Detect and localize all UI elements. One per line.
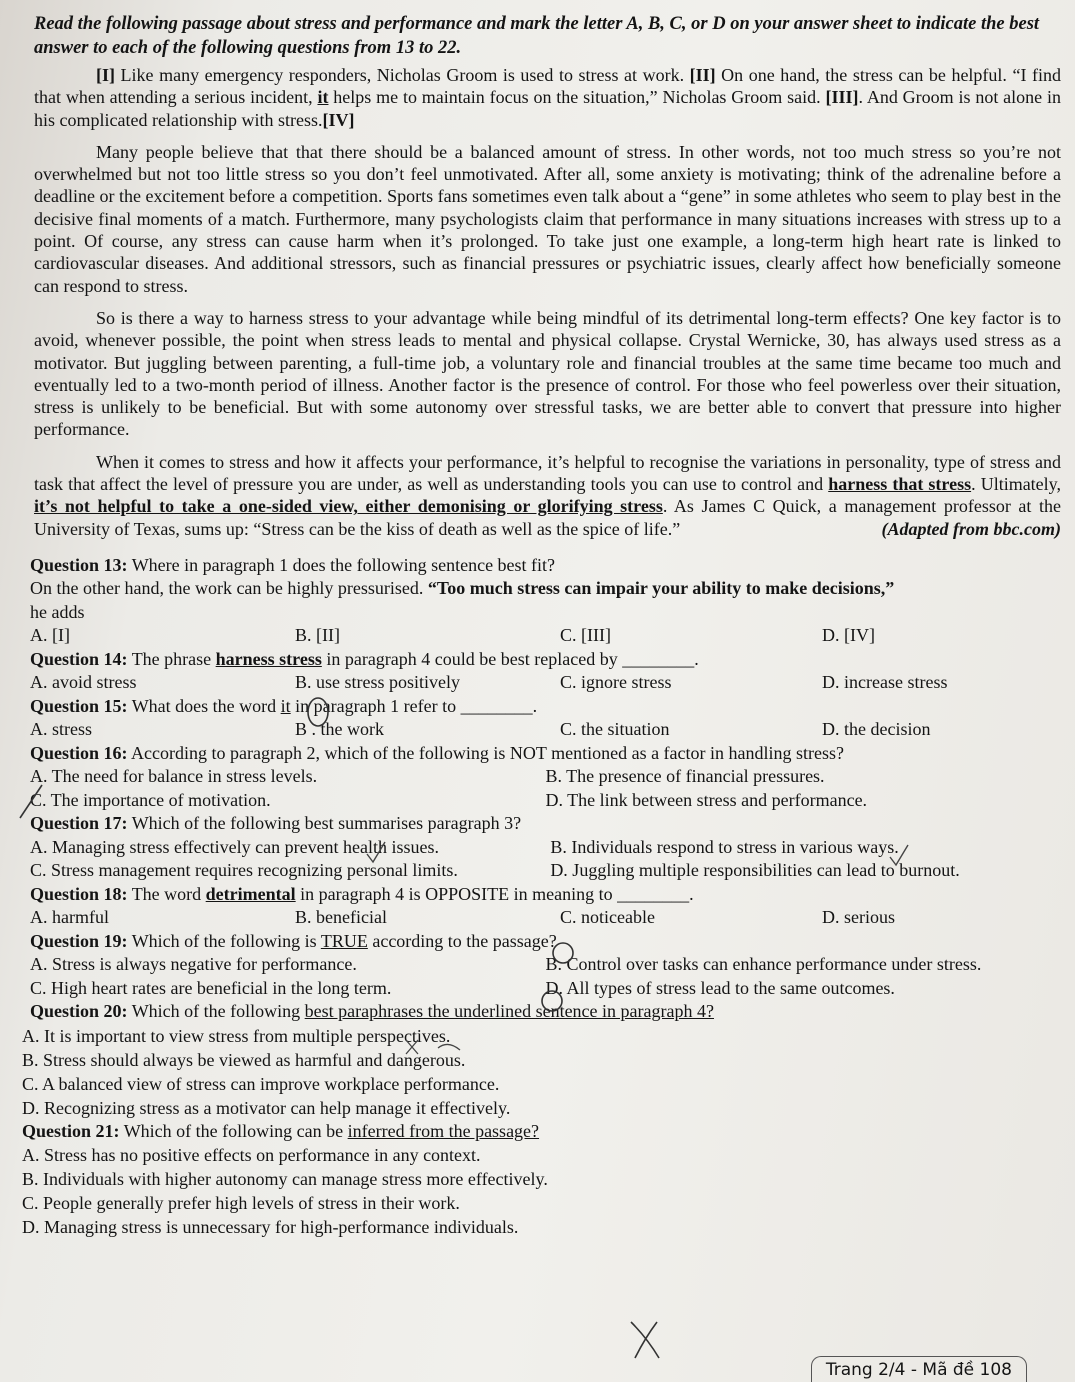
q21-option-c[interactable]: C. People generally prefer high levels of stress in their work. <box>22 1193 460 1214</box>
q15-stem-2: in paragraph 1 refer to ________. <box>290 695 538 716</box>
q14-option-a[interactable]: A. avoid stress <box>30 672 137 693</box>
p1-text-3: helps me to maintain focus on the situation,” Nicholas Groom said. <box>328 87 826 108</box>
q13-option-c[interactable]: C. [III] <box>560 625 611 646</box>
q16-options-row-1 <box>30 765 1061 789</box>
q18-stem-2: in paragraph 4 is OPPOSITE in meaning to ________. <box>295 883 694 904</box>
q15-options <box>30 718 1061 742</box>
q14-option-d[interactable]: D. increase stress <box>822 672 948 693</box>
p3-text: So is there a way to harness stress to your advantage while being mindful of its detrimental long-term effects? One key factor is to avoid, whenever possible, the point when stress leads to mental and physical collapse. Crystal Wernicke, 30, has always used stress as a motivator. But juggling between parenting, a full-time job, a voluntary role and financial troubles at the same time became too much and eventually led to a two-month period of illness. Another factor is the presence of control. For those who feel powerless over their situation, stress is unlikely to be beneficial. But with some autonomy over stressful tasks, we are better able to convert that pressure into higher performance. <box>34 307 1061 440</box>
cross-mark-icon <box>627 1318 663 1362</box>
paragraph-2 <box>34 141 1061 297</box>
paragraph-4 <box>34 451 1061 540</box>
underlined-sentence: it’s not helpful to take a one-sided view, either demonising or glorifying stress <box>34 496 663 517</box>
p4-text-2: . Ultimately, <box>971 474 1062 495</box>
q19-option-d[interactable]: D. All types of stress lead to the same outcomes. <box>545 977 895 998</box>
q15-option-d[interactable]: D. the decision <box>822 719 931 740</box>
q17-label: Question 17: <box>30 813 128 834</box>
p2-text: Many people believe that that there should be a balanced amount of stress. In other words, not too much stress so you’re not overwhelmed but not too little stress so you don’t feel unmotivated. After all, some anxiety is motivating; think of the adrenaline before a deadline or the excitement before a competition. Sports fans sometimes even talk about a “gene” in some athletes who seem to play best in the decisive final moments of a match. Furthermore, many psychologists claim that performance in many situations increases with stress up to a point. Of course, any stress can cause harm when it’s prolonged. To take just one example, a long-term high heart rate is linked to cardiovascular diseases. And additional stressors, such as financial pressures or psychiatric issues, clearly affect how beneficially someone can respond to stress. <box>34 141 1061 296</box>
question-21 <box>22 1120 1061 1144</box>
q18-underlined: detrimental <box>205 883 296 904</box>
q21-label: Question 21: <box>22 1120 120 1141</box>
q13-stem: Where in paragraph 1 does the following sentence best fit? <box>127 554 556 575</box>
q16-label: Question 16: <box>30 742 128 763</box>
underlined-it: it <box>317 87 329 108</box>
q14-underlined: harness stress <box>215 648 322 669</box>
q15-stem-1: What does the word <box>127 695 281 716</box>
marker-2: [II] <box>689 65 716 85</box>
q13-option-a[interactable]: A. [I] <box>30 625 70 646</box>
question-20 <box>30 1000 1061 1024</box>
q16-option-c[interactable]: C. The importance of motivation. <box>30 789 271 810</box>
q14-label: Question 14: <box>30 648 128 669</box>
q16-stem: According to paragraph 2, which of the following is NOT mentioned as a factor in handling stress? <box>127 742 845 763</box>
q18-label: Question 18: <box>30 883 128 904</box>
q17-option-b[interactable]: B. Individuals respond to stress in various ways. <box>550 836 899 857</box>
q17-stem: Which of the following best summarises paragraph 3? <box>127 813 522 834</box>
q15-underlined: it <box>280 695 291 716</box>
p1-text-1: Like many emergency responders, Nicholas Groom is used to stress at work. <box>115 65 690 85</box>
q20-option-b[interactable]: B. Stress should always be viewed as harmful and dangerous. <box>22 1049 466 1070</box>
p1-text-4: . And Groom is not alone in his complicated relationship with stress. <box>34 87 1061 130</box>
paragraph-1 <box>34 64 1061 131</box>
q14-options <box>30 671 1061 695</box>
q18-option-a[interactable]: A. harmful <box>30 907 109 928</box>
q15-option-a[interactable]: A. stress <box>30 719 92 740</box>
q13-quote-b: “Too much stress can impair your ability to make decisions,” <box>427 578 895 599</box>
question-16 <box>30 742 1061 766</box>
q20-stem-1: Which of the following <box>127 1001 305 1022</box>
q21-underlined: inferred from the passage? <box>347 1120 540 1141</box>
q19-options-row-1 <box>30 953 1061 977</box>
q18-option-b[interactable]: B. beneficial <box>295 907 387 928</box>
q19-stem-2: according to the passage? <box>367 930 557 951</box>
q19-options-row-2 <box>30 977 1061 1001</box>
q19-stem-1: Which of the following is <box>127 930 321 951</box>
q14-option-b[interactable]: B. use stress positively <box>295 672 460 693</box>
harness-that-stress: harness that stress <box>828 474 972 495</box>
q21-option-d[interactable]: D. Managing stress is unnecessary for high-performance individuals. <box>22 1217 519 1238</box>
q14-stem-2: in paragraph 4 could be best replaced by ________. <box>321 648 699 669</box>
q18-option-d[interactable]: D. serious <box>822 907 895 928</box>
q15-option-b[interactable]: B . the work <box>295 719 384 740</box>
q15-label: Question 15: <box>30 695 128 716</box>
q13-quote-c: he adds <box>30 601 85 622</box>
q21-stem-1: Which of the following can be <box>119 1120 348 1141</box>
q14-stem-1: The phrase <box>127 648 216 669</box>
q21-option-b[interactable]: B. Individuals with higher autonomy can manage stress more effectively. <box>22 1169 548 1190</box>
q17-options-row-1 <box>30 836 1061 860</box>
q17-options-row-2 <box>30 859 1061 883</box>
q18-options <box>30 906 1061 930</box>
q19-option-c[interactable]: C. High heart rates are beneficial in the long term. <box>30 977 392 998</box>
q13-quote-a: On the other hand, the work can be highly pressurised. <box>30 578 428 599</box>
q19-underlined: TRUE <box>320 930 368 951</box>
q20-option-a[interactable]: A. It is important to view stress from multiple perspectives. <box>22 1025 451 1046</box>
q16-option-d[interactable]: D. The link between stress and performance. <box>545 789 868 810</box>
marker-3: [III] <box>825 87 859 108</box>
page-footer: Trang 2/4 - Mã đề 108 <box>811 1356 1027 1382</box>
p1-text-2: On one hand, the stress can be helpful. “I find that when attending a serious incident, <box>34 65 1061 108</box>
q15-option-c[interactable]: C. the situation <box>560 719 670 740</box>
q21-option-a[interactable]: A. Stress has no positive effects on performance in any context. <box>22 1145 481 1166</box>
q13-option-d[interactable]: D. [IV] <box>822 625 875 646</box>
marker-1: [I] <box>96 65 115 85</box>
q19-label: Question 19: <box>30 930 128 951</box>
p4-text-3: . As James C Quick, a management professor at the University of Texas, sums up: “Stress can be the kiss of death as well as the spice of life.” <box>34 496 1062 539</box>
question-13 <box>30 554 1061 625</box>
q17-option-a[interactable]: A. Managing stress effectively can prevent health issues. <box>30 836 440 857</box>
q14-option-c[interactable]: C. ignore stress <box>560 672 672 693</box>
q16-option-a[interactable]: A. The need for balance in stress levels. <box>30 766 318 787</box>
q16-options-row-2 <box>30 789 1061 813</box>
q17-option-c[interactable]: C. Stress management requires recognizing personal limits. <box>30 860 458 881</box>
question-14 <box>30 648 1061 672</box>
q13-options <box>30 624 1061 648</box>
marker-4: [IV] <box>322 109 355 130</box>
q17-option-d[interactable]: D. Juggling multiple responsibilities can lead to burnout. <box>550 860 960 881</box>
question-17 <box>30 812 1061 836</box>
question-19 <box>30 930 1061 954</box>
q19-option-a[interactable]: A. Stress is always negative for performance. <box>30 954 357 975</box>
q19-option-b[interactable]: B. Control over tasks can enhance performance under stress. <box>545 954 982 975</box>
q18-option-c[interactable]: C. noticeable <box>560 907 655 928</box>
question-18 <box>30 883 1061 907</box>
p4-text-1: When it comes to stress and how it affects your performance, it’s helpful to recognise the variations in personality, type of stress and task that affect the level of pressure you are under, as well as understanding tools you can use to control and <box>34 451 1061 495</box>
q13-label: Question 13: <box>30 554 128 575</box>
source-citation: (Adapted from bbc.com) <box>881 518 1061 539</box>
q20-option-c[interactable]: C. A balanced view of stress can improve workplace performance. <box>22 1073 500 1094</box>
q13-option-b[interactable]: B. [II] <box>295 625 340 646</box>
q18-stem-1: The word <box>127 883 206 904</box>
q20-option-d[interactable]: D. Recognizing stress as a motivator can help manage it effectively. <box>22 1097 511 1118</box>
q20-underlined: best paraphrases the underlined sentence in paragraph 4? <box>304 1001 714 1022</box>
paragraph-3 <box>34 307 1061 441</box>
question-15 <box>30 695 1061 719</box>
q16-option-b[interactable]: B. The presence of financial pressures. <box>545 766 825 787</box>
q20-label: Question 20: <box>30 1001 128 1022</box>
instruction: Read the following passage about stress and performance and mark the letter A, B, C, or D on your answer sheet to indicate the best answer to each of the following questions from 13 to 22. <box>34 14 1040 58</box>
